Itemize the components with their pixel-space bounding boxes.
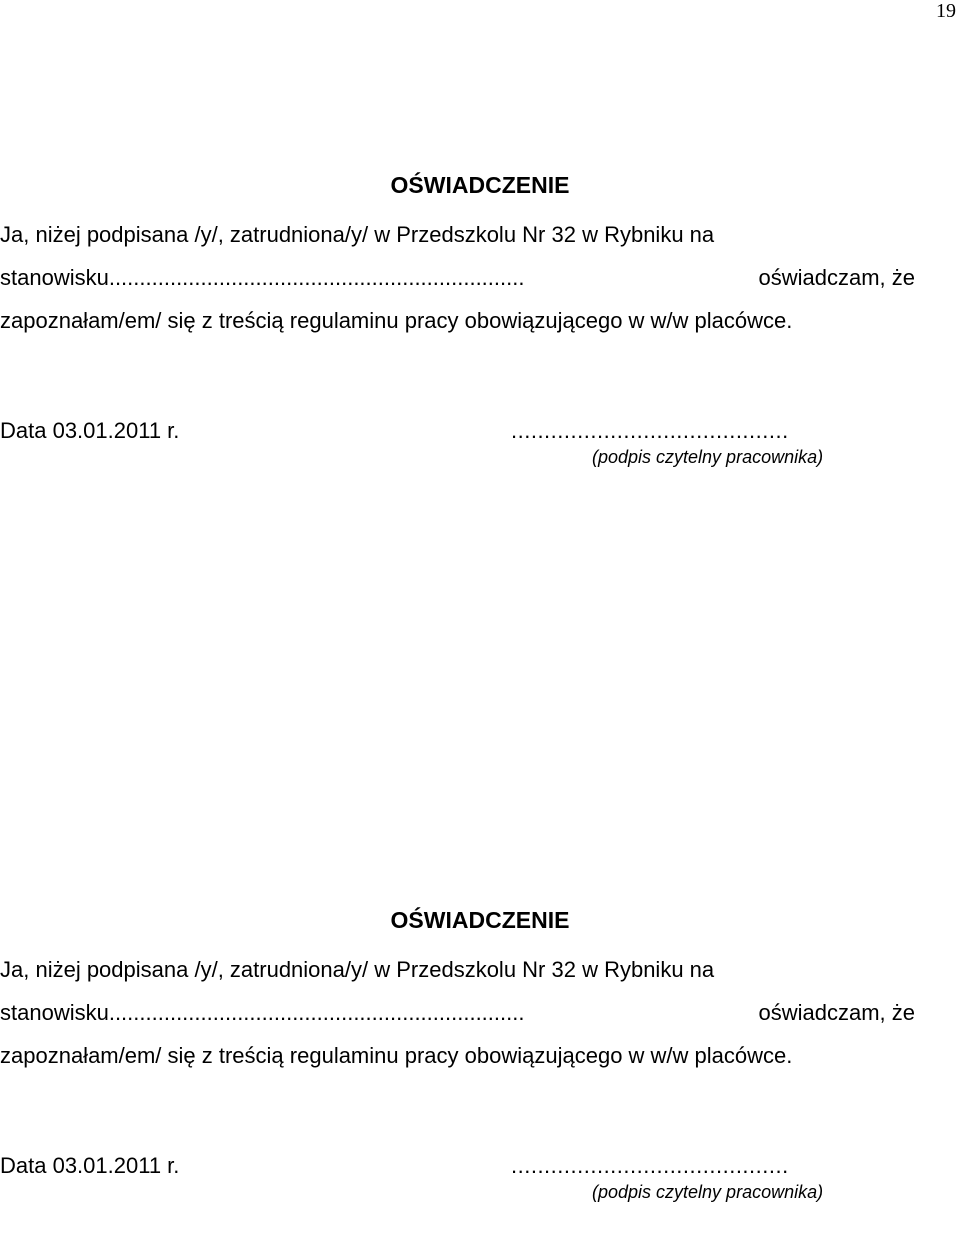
statement-1 <box>0 170 960 476</box>
statement-line-3: zapoznałam/em/ się z treścią regulaminu pracy obowiązującego w w/w placówce. <box>0 308 793 333</box>
position-blank: stanowisku.................................................................... <box>0 1000 525 1025</box>
statement-line-1: Ja, niżej podpisana /y/, zatrudniona/y/ w Przedszkolu Nr 32 w Rybniku na <box>0 222 715 247</box>
statement-title: OŚWIADCZENIE <box>390 172 570 198</box>
signature-caption: (podpis czytelny pracownika) <box>592 447 824 467</box>
signature-line: .......................................... <box>511 418 789 443</box>
statement-title: OŚWIADCZENIE <box>390 907 570 933</box>
signature-row <box>0 416 960 476</box>
statement-2 <box>0 905 960 1211</box>
signature-row <box>0 1151 960 1211</box>
page-number: 19 <box>936 0 956 22</box>
statement-body <box>0 948 915 1077</box>
signature-line: .......................................... <box>511 1153 789 1178</box>
statement-line-1: Ja, niżej podpisana /y/, zatrudniona/y/ w Przedszkolu Nr 32 w Rybniku na <box>0 957 715 982</box>
declaration-text: oświadczam, że <box>758 265 915 290</box>
statement-body <box>0 213 915 342</box>
statement-line-2 <box>0 991 915 1034</box>
position-blank: stanowisku.................................................................... <box>0 265 525 290</box>
signature-caption: (podpis czytelny pracownika) <box>592 1182 824 1202</box>
declaration-text: oświadczam, że <box>758 1000 915 1025</box>
statement-line-2 <box>0 256 915 299</box>
date-label: Data 03.01.2011 r. <box>0 418 180 443</box>
date-label: Data 03.01.2011 r. <box>0 1153 180 1178</box>
statement-line-3: zapoznałam/em/ się z treścią regulaminu pracy obowiązującego w w/w placówce. <box>0 1043 793 1068</box>
